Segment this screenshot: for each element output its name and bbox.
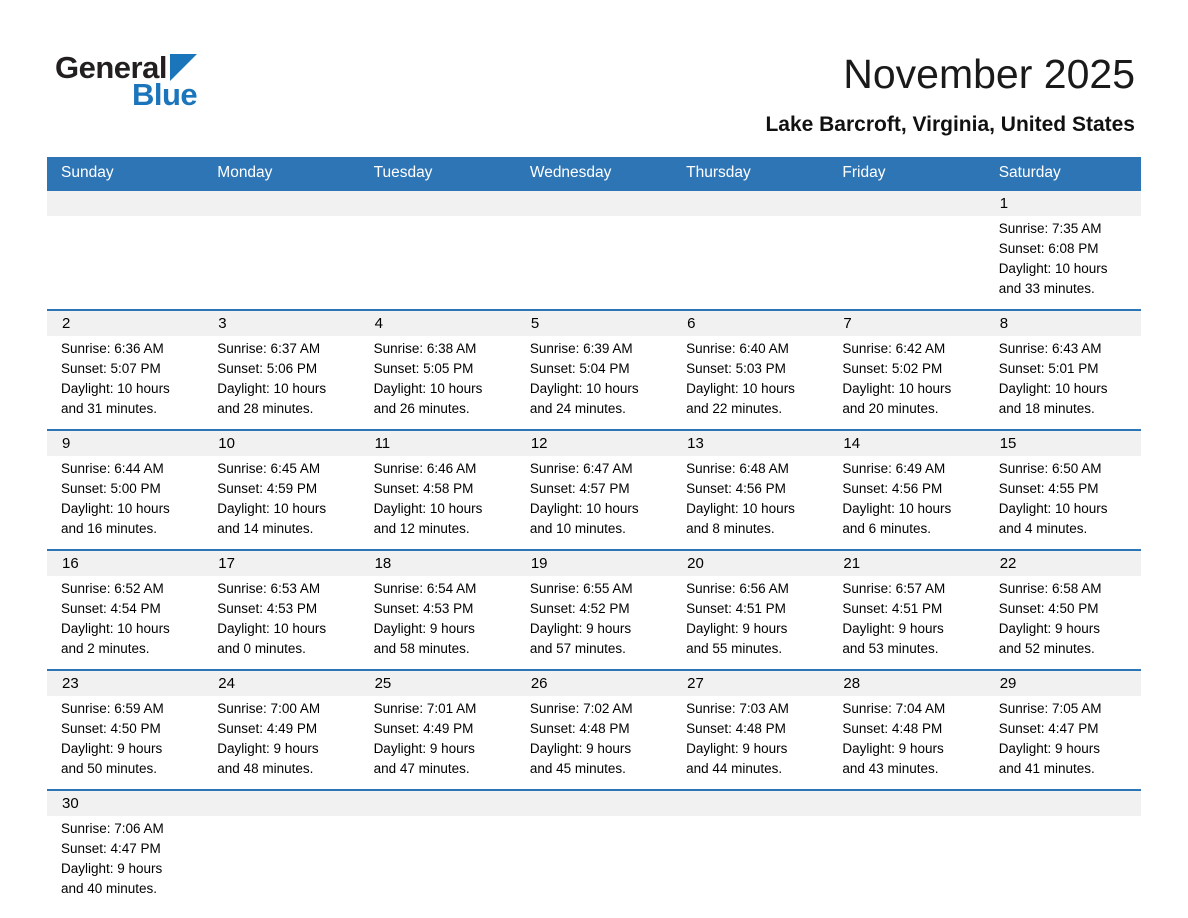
sunrise-time: Sunrise: 7:05 AM	[998, 701, 1102, 717]
day-cell	[47, 670, 203, 790]
empty-day-cell	[516, 190, 672, 310]
week-row	[47, 790, 1141, 909]
day-number: 22	[985, 551, 1141, 576]
sunrise-time: Sunrise: 6:44 AM	[61, 461, 164, 477]
day-details	[47, 696, 203, 789]
sunset-time: Sunset: 5:04 PM	[529, 361, 630, 377]
sunrise-time: Sunrise: 6:54 AM	[373, 581, 477, 597]
day-cell	[672, 670, 828, 790]
sunset-time: Sunset: 6:08 PM	[998, 241, 1099, 257]
daylight-duration-line2: and 16 minutes.	[61, 521, 158, 537]
day-cell	[360, 310, 516, 430]
daylight-duration-line2: and 0 minutes.	[217, 641, 306, 657]
day-number	[672, 191, 828, 216]
day-number: 7	[828, 311, 984, 336]
day-number: 27	[672, 671, 828, 696]
calendar-body	[47, 190, 1141, 909]
sunset-time: Sunset: 4:51 PM	[686, 601, 786, 617]
day-details	[985, 456, 1141, 549]
daylight-duration-line2: and 4 minutes.	[998, 521, 1088, 537]
day-details	[985, 576, 1141, 669]
daylight-duration-line1: Daylight: 10 hours	[61, 381, 170, 397]
day-number	[516, 191, 672, 216]
daylight-duration-line1: Daylight: 9 hours	[686, 621, 788, 637]
daylight-duration-line1: Daylight: 9 hours	[686, 741, 788, 757]
day-number	[985, 791, 1141, 816]
daylight-duration-line2: and 48 minutes.	[217, 761, 314, 777]
weekday-header-wednesday: Wednesday	[516, 157, 672, 190]
day-cell	[828, 550, 984, 670]
sunrise-time: Sunrise: 6:58 AM	[998, 581, 1102, 597]
week-row	[47, 310, 1141, 430]
daylight-duration-line1: Daylight: 9 hours	[217, 741, 319, 757]
day-number: 15	[985, 431, 1141, 456]
sunrise-time: Sunrise: 7:03 AM	[686, 701, 789, 717]
day-cell	[203, 310, 359, 430]
day-number: 13	[672, 431, 828, 456]
sunset-time: Sunset: 4:48 PM	[842, 721, 943, 737]
day-details	[516, 336, 672, 429]
day-number: 2	[47, 311, 203, 336]
weekday-header-row	[47, 157, 1141, 190]
week-row	[47, 550, 1141, 670]
sunset-time: Sunset: 4:53 PM	[217, 601, 318, 617]
day-number: 20	[672, 551, 828, 576]
day-cell	[360, 430, 516, 550]
day-details	[516, 216, 672, 301]
day-number	[360, 191, 516, 216]
day-number: 25	[360, 671, 516, 696]
day-details	[360, 216, 516, 301]
daylight-duration-line1: Daylight: 9 hours	[998, 741, 1100, 757]
daylight-duration-line2: and 58 minutes.	[373, 641, 470, 657]
day-number	[360, 791, 516, 816]
sunset-time: Sunset: 5:03 PM	[686, 361, 786, 377]
empty-day-cell	[828, 190, 984, 310]
day-details	[203, 336, 359, 429]
day-cell	[985, 190, 1141, 310]
day-details	[360, 576, 516, 669]
daylight-duration-line2: and 31 minutes.	[61, 401, 158, 417]
sunset-time: Sunset: 4:48 PM	[529, 721, 630, 737]
day-details	[516, 576, 672, 669]
day-details	[360, 456, 516, 549]
day-details	[516, 696, 672, 789]
daylight-duration-line2: and 55 minutes.	[686, 641, 783, 657]
sunrise-time: Sunrise: 7:06 AM	[61, 821, 164, 837]
daylight-duration-line2: and 10 minutes.	[529, 521, 626, 537]
day-cell	[828, 310, 984, 430]
daylight-duration-line1: Daylight: 9 hours	[61, 741, 163, 757]
daylight-duration-line1: Daylight: 10 hours	[529, 381, 639, 397]
daylight-duration-line1: Daylight: 9 hours	[842, 741, 944, 757]
daylight-duration-line1: Daylight: 9 hours	[529, 621, 632, 637]
day-number	[203, 791, 359, 816]
daylight-duration-line1: Daylight: 9 hours	[61, 861, 163, 877]
day-number: 8	[985, 311, 1141, 336]
calendar-header	[47, 157, 1141, 190]
day-details	[47, 456, 203, 549]
daylight-duration-line2: and 53 minutes.	[842, 641, 939, 657]
day-number: 21	[828, 551, 984, 576]
day-details	[47, 216, 203, 301]
empty-day-cell	[360, 190, 516, 310]
day-details	[985, 216, 1141, 309]
daylight-duration-line2: and 43 minutes.	[842, 761, 939, 777]
day-cell	[516, 430, 672, 550]
day-cell	[516, 310, 672, 430]
sunrise-time: Sunrise: 6:47 AM	[529, 461, 633, 477]
day-number	[47, 191, 203, 216]
daylight-duration-line1: Daylight: 10 hours	[998, 501, 1108, 517]
day-number	[672, 791, 828, 816]
day-number: 10	[203, 431, 359, 456]
daylight-duration-line2: and 2 minutes.	[61, 641, 150, 657]
day-details	[672, 456, 828, 549]
daylight-duration-line1: Daylight: 10 hours	[686, 381, 795, 397]
title-block	[765, 52, 1135, 137]
day-details	[47, 576, 203, 669]
day-cell	[672, 430, 828, 550]
day-cell	[203, 550, 359, 670]
day-details	[47, 816, 203, 909]
day-cell	[360, 550, 516, 670]
daylight-duration-line2: and 40 minutes.	[61, 881, 158, 897]
daylight-duration-line2: and 14 minutes.	[217, 521, 314, 537]
sunrise-time: Sunrise: 6:50 AM	[998, 461, 1102, 477]
week-row	[47, 430, 1141, 550]
empty-day-cell	[828, 790, 984, 909]
day-details	[828, 336, 984, 429]
day-cell	[203, 670, 359, 790]
weekday-header-friday: Friday	[828, 157, 984, 190]
day-details	[828, 216, 984, 301]
daylight-duration-line1: Daylight: 10 hours	[61, 621, 170, 637]
day-number: 19	[516, 551, 672, 576]
sunrise-time: Sunrise: 7:01 AM	[373, 701, 477, 717]
page-header	[0, 0, 1188, 151]
sunrise-time: Sunrise: 7:35 AM	[998, 221, 1102, 237]
general-blue-logo	[55, 52, 197, 110]
daylight-duration-line2: and 22 minutes.	[686, 401, 783, 417]
daylight-duration-line1: Daylight: 10 hours	[842, 381, 952, 397]
sunset-time: Sunset: 4:56 PM	[842, 481, 943, 497]
day-cell	[985, 670, 1141, 790]
sunrise-time: Sunrise: 6:40 AM	[686, 341, 789, 357]
daylight-duration-line2: and 6 minutes.	[842, 521, 931, 537]
daylight-duration-line1: Daylight: 9 hours	[998, 621, 1100, 637]
empty-day-cell	[985, 790, 1141, 909]
day-number: 24	[203, 671, 359, 696]
daylight-duration-line1: Daylight: 10 hours	[998, 381, 1108, 397]
day-number: 23	[47, 671, 203, 696]
sunrise-time: Sunrise: 6:57 AM	[842, 581, 946, 597]
sunset-time: Sunset: 4:47 PM	[61, 841, 161, 857]
day-cell	[47, 430, 203, 550]
sunrise-time: Sunrise: 6:36 AM	[61, 341, 164, 357]
day-cell	[360, 670, 516, 790]
day-number: 30	[47, 791, 203, 816]
daylight-duration-line2: and 28 minutes.	[217, 401, 314, 417]
sunrise-time: Sunrise: 6:48 AM	[686, 461, 789, 477]
sunset-time: Sunset: 4:50 PM	[998, 601, 1099, 617]
sunset-time: Sunset: 4:57 PM	[529, 481, 630, 497]
day-details	[672, 696, 828, 789]
week-row	[47, 670, 1141, 790]
sunset-time: Sunset: 4:47 PM	[998, 721, 1099, 737]
week-row	[47, 190, 1141, 310]
day-number: 18	[360, 551, 516, 576]
sunset-time: Sunset: 4:55 PM	[998, 481, 1099, 497]
daylight-duration-line1: Daylight: 10 hours	[217, 501, 327, 517]
day-details	[828, 696, 984, 789]
calendar-table	[47, 157, 1141, 909]
sunset-time: Sunset: 4:59 PM	[217, 481, 318, 497]
day-details	[203, 696, 359, 789]
sunset-time: Sunset: 5:07 PM	[61, 361, 161, 377]
daylight-duration-line2: and 57 minutes.	[529, 641, 626, 657]
empty-day-cell	[360, 790, 516, 909]
location-subtitle: Lake Barcroft, Virginia, United States	[765, 113, 1135, 137]
daylight-duration-line1: Daylight: 10 hours	[686, 501, 795, 517]
day-number: 14	[828, 431, 984, 456]
day-number	[203, 191, 359, 216]
day-number: 3	[203, 311, 359, 336]
day-details	[828, 576, 984, 669]
weekday-header-tuesday: Tuesday	[360, 157, 516, 190]
sunset-time: Sunset: 5:06 PM	[217, 361, 318, 377]
day-details	[516, 816, 672, 901]
day-details	[672, 576, 828, 669]
sunset-time: Sunset: 4:52 PM	[529, 601, 630, 617]
day-details	[516, 456, 672, 549]
day-details	[672, 336, 828, 429]
day-number	[828, 791, 984, 816]
sunrise-time: Sunrise: 6:42 AM	[842, 341, 946, 357]
daylight-duration-line2: and 41 minutes.	[998, 761, 1095, 777]
sunrise-time: Sunrise: 6:43 AM	[998, 341, 1102, 357]
day-number	[828, 191, 984, 216]
empty-day-cell	[47, 190, 203, 310]
sunrise-time: Sunrise: 6:59 AM	[61, 701, 164, 717]
sunset-time: Sunset: 4:56 PM	[686, 481, 786, 497]
empty-day-cell	[203, 190, 359, 310]
daylight-duration-line1: Daylight: 10 hours	[61, 501, 170, 517]
day-number: 5	[516, 311, 672, 336]
sunset-time: Sunset: 4:53 PM	[373, 601, 474, 617]
day-details	[672, 216, 828, 301]
day-number: 12	[516, 431, 672, 456]
empty-day-cell	[203, 790, 359, 909]
day-cell	[47, 790, 203, 909]
sunset-time: Sunset: 4:51 PM	[842, 601, 943, 617]
daylight-duration-line1: Daylight: 10 hours	[217, 381, 327, 397]
daylight-duration-line2: and 47 minutes.	[373, 761, 470, 777]
day-number: 11	[360, 431, 516, 456]
sunset-time: Sunset: 5:02 PM	[842, 361, 943, 377]
daylight-duration-line2: and 18 minutes.	[998, 401, 1095, 417]
day-cell	[828, 430, 984, 550]
day-details	[47, 336, 203, 429]
day-cell	[47, 310, 203, 430]
sunset-time: Sunset: 5:01 PM	[998, 361, 1099, 377]
sunset-time: Sunset: 4:58 PM	[373, 481, 474, 497]
day-number: 28	[828, 671, 984, 696]
daylight-duration-line2: and 33 minutes.	[998, 281, 1095, 297]
empty-day-cell	[672, 190, 828, 310]
day-details	[203, 456, 359, 549]
day-number: 26	[516, 671, 672, 696]
day-details	[985, 696, 1141, 789]
daylight-duration-line1: Daylight: 10 hours	[373, 501, 483, 517]
day-cell	[985, 430, 1141, 550]
day-number: 29	[985, 671, 1141, 696]
sunrise-time: Sunrise: 6:39 AM	[529, 341, 633, 357]
day-cell	[672, 550, 828, 670]
weekday-header-thursday: Thursday	[672, 157, 828, 190]
weekday-header-saturday: Saturday	[985, 157, 1141, 190]
empty-day-cell	[516, 790, 672, 909]
day-number: 16	[47, 551, 203, 576]
day-number: 17	[203, 551, 359, 576]
sunrise-time: Sunrise: 6:49 AM	[842, 461, 946, 477]
sunrise-time: Sunrise: 7:04 AM	[842, 701, 946, 717]
day-details	[203, 576, 359, 669]
sunrise-time: Sunrise: 6:45 AM	[217, 461, 321, 477]
sunrise-time: Sunrise: 6:38 AM	[373, 341, 477, 357]
daylight-duration-line1: Daylight: 10 hours	[373, 381, 483, 397]
sunset-time: Sunset: 4:49 PM	[373, 721, 474, 737]
daylight-duration-line1: Daylight: 10 hours	[217, 621, 327, 637]
sunrise-time: Sunrise: 6:53 AM	[217, 581, 321, 597]
daylight-duration-line1: Daylight: 9 hours	[373, 621, 475, 637]
sunset-time: Sunset: 5:00 PM	[61, 481, 161, 497]
daylight-duration-line2: and 12 minutes.	[373, 521, 470, 537]
day-cell	[985, 550, 1141, 670]
daylight-duration-line1: Daylight: 9 hours	[842, 621, 944, 637]
day-details	[360, 336, 516, 429]
daylight-duration-line1: Daylight: 9 hours	[529, 741, 632, 757]
day-number: 6	[672, 311, 828, 336]
day-details	[985, 816, 1141, 901]
daylight-duration-line1: Daylight: 9 hours	[373, 741, 475, 757]
day-details	[203, 216, 359, 301]
day-number: 4	[360, 311, 516, 336]
daylight-duration-line2: and 8 minutes.	[686, 521, 775, 537]
daylight-duration-line2: and 52 minutes.	[998, 641, 1095, 657]
sunrise-time: Sunrise: 6:46 AM	[373, 461, 477, 477]
day-cell	[47, 550, 203, 670]
day-details	[203, 816, 359, 901]
page-title: November 2025	[843, 51, 1135, 97]
daylight-duration-line1: Daylight: 10 hours	[529, 501, 639, 517]
logo-text-general: General	[55, 50, 167, 85]
empty-day-cell	[672, 790, 828, 909]
day-details	[828, 816, 984, 901]
daylight-duration-line2: and 44 minutes.	[686, 761, 783, 777]
day-details	[360, 696, 516, 789]
sunrise-time: Sunrise: 7:02 AM	[529, 701, 633, 717]
sunrise-time: Sunrise: 6:37 AM	[217, 341, 321, 357]
sunset-time: Sunset: 5:05 PM	[373, 361, 474, 377]
daylight-duration-line1: Daylight: 10 hours	[998, 261, 1108, 277]
weekday-header-monday: Monday	[203, 157, 359, 190]
day-cell	[203, 430, 359, 550]
daylight-duration-line1: Daylight: 10 hours	[842, 501, 952, 517]
daylight-duration-line2: and 24 minutes.	[529, 401, 626, 417]
day-cell	[672, 310, 828, 430]
day-number: 1	[985, 191, 1141, 216]
sunset-time: Sunset: 4:49 PM	[217, 721, 318, 737]
sunset-time: Sunset: 4:50 PM	[61, 721, 161, 737]
day-number: 9	[47, 431, 203, 456]
daylight-duration-line2: and 45 minutes.	[529, 761, 626, 777]
logo-text-blue: Blue	[132, 77, 198, 112]
day-cell	[985, 310, 1141, 430]
daylight-duration-line2: and 26 minutes.	[373, 401, 470, 417]
day-details	[828, 456, 984, 549]
day-cell	[828, 670, 984, 790]
daylight-duration-line2: and 50 minutes.	[61, 761, 158, 777]
sunset-time: Sunset: 4:54 PM	[61, 601, 161, 617]
day-cell	[516, 670, 672, 790]
day-details	[672, 816, 828, 901]
sunrise-time: Sunrise: 6:56 AM	[686, 581, 789, 597]
day-number	[516, 791, 672, 816]
daylight-duration-line2: and 20 minutes.	[842, 401, 939, 417]
sunrise-time: Sunrise: 7:00 AM	[217, 701, 321, 717]
sunrise-time: Sunrise: 6:55 AM	[529, 581, 633, 597]
sunrise-time: Sunrise: 6:52 AM	[61, 581, 164, 597]
day-cell	[516, 550, 672, 670]
sunset-time: Sunset: 4:48 PM	[686, 721, 786, 737]
day-details	[360, 816, 516, 901]
day-details	[985, 336, 1141, 429]
weekday-header-sunday: Sunday	[47, 157, 203, 190]
